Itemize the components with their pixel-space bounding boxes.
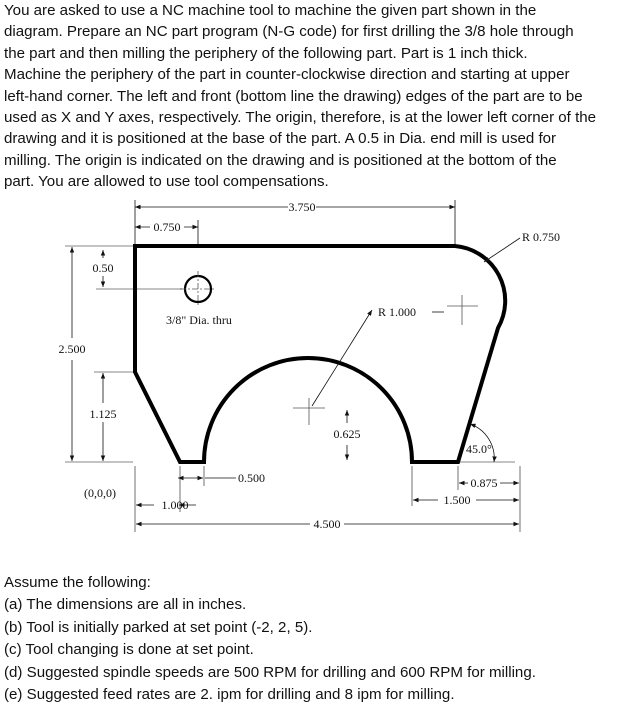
arc-center-mark bbox=[293, 398, 325, 425]
dim-overall-top: 3.750 bbox=[288, 200, 316, 214]
problem-line: left-hand corner. The left and front (bottom line the drawing) edges of the part are to be bbox=[4, 87, 583, 105]
dim-right-offset: 0.875 bbox=[470, 476, 498, 490]
problem-line: You are asked to use a NC machine tool to machine the given part shown in the bbox=[4, 2, 537, 19]
problem-line: drawing and it is positioned at the base of the part. A 0.5 in Dia. end mill is used for bbox=[4, 130, 557, 148]
problem-line: part. You are allowed to use tool compensations. bbox=[4, 173, 329, 191]
origin-label: (0,0,0) bbox=[84, 486, 116, 500]
part-drawing bbox=[0, 190, 634, 540]
assumption-item: (d) Suggested spindle speeds are 500 RPM for drilling and 600 RPM for milling. bbox=[4, 663, 536, 681]
problem-line: Machine the periphery of the part in counter-clockwise direction and starting at upper bbox=[4, 66, 570, 84]
corner-center-mark bbox=[447, 295, 478, 325]
assumptions-heading: Assume the following: bbox=[4, 574, 151, 591]
assumption-item: (b) Tool is initially parked at set point (-2, 2, 5). bbox=[4, 618, 313, 636]
dim-hole-from-top: 0.50 bbox=[92, 261, 114, 275]
dim-hole-x: 0.750 bbox=[153, 220, 181, 234]
hole-label: 3/8" Dia. thru bbox=[166, 313, 232, 327]
dim-notch-width: 0.500 bbox=[238, 471, 265, 485]
dim-bottom-left: 1.000 bbox=[161, 498, 189, 512]
dim-left-edge: 1.125 bbox=[89, 407, 117, 421]
dim-height: 2.500 bbox=[58, 342, 86, 356]
dim-right-bottom: 1.500 bbox=[443, 493, 471, 507]
problem-line: diagram. Prepare an NC part program (N-G code) for first drilling the 3/8 hole through bbox=[4, 23, 574, 41]
problem-line: used as X and Y axes, respectively. The origin, therefore, is at the lower left corner of the bbox=[4, 109, 597, 127]
assumption-item: (e) Suggested feed rates are 2. ipm for drilling and 8 ipm for milling. bbox=[4, 686, 455, 704]
problem-statement bbox=[4, 0, 632, 193]
assumption-item: (a) The dimensions are all in inches. bbox=[4, 596, 247, 614]
dim-angle: 45.0° bbox=[466, 442, 492, 456]
dim-arc-radius: R 1.000 bbox=[378, 305, 417, 319]
assumption-item: (c) Tool changing is done at set point. bbox=[4, 641, 254, 659]
problem-line: the part and then milling the periphery of the following part. Part is 1 inch thick. bbox=[4, 44, 528, 62]
dim-overall-bottom: 4.500 bbox=[313, 517, 341, 531]
leader-corner-radius bbox=[484, 238, 520, 262]
assumptions bbox=[4, 572, 632, 706]
dim-corner-radius: R 0.750 bbox=[522, 230, 561, 244]
dim-arc-depth: 0.625 bbox=[333, 427, 361, 441]
problem-line: milling. The origin is indicated on the drawing and is positioned at the bottom of the bbox=[4, 151, 557, 169]
